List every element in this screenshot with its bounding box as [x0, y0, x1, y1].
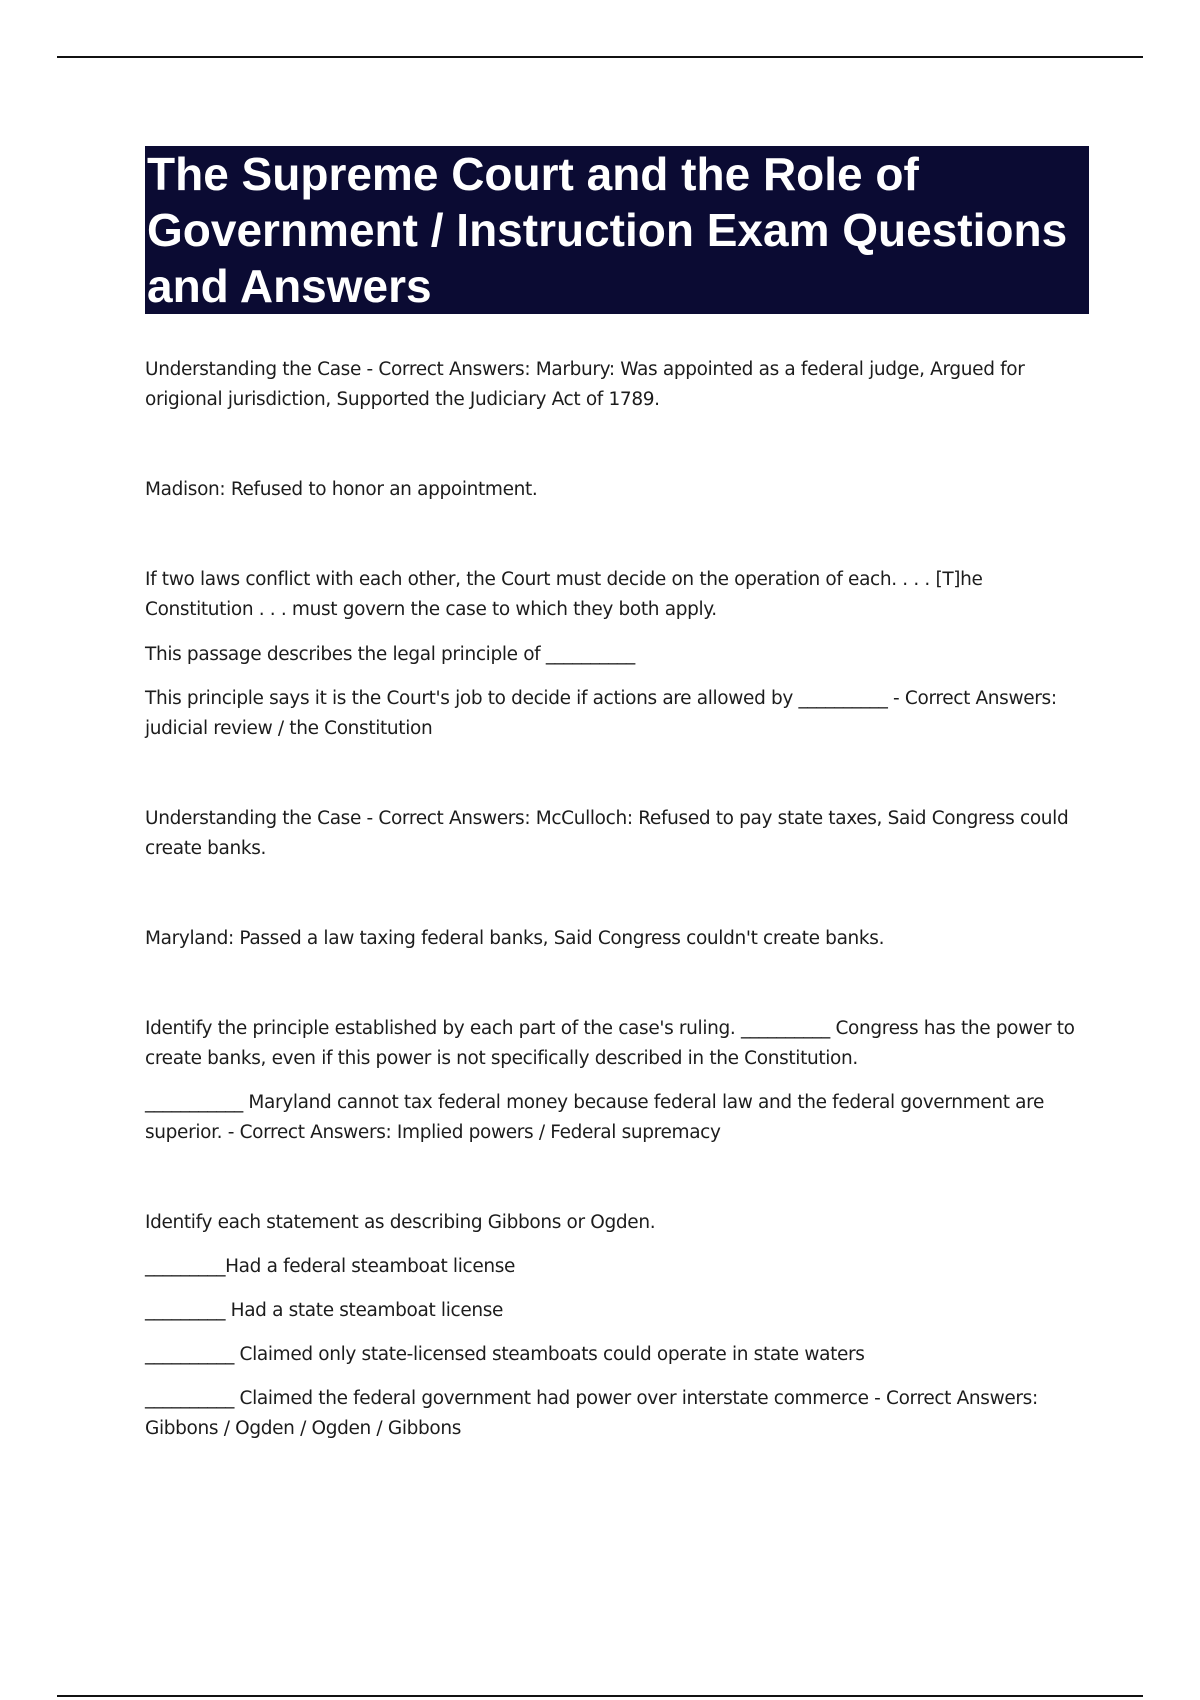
document-body	[145, 355, 1095, 1444]
paragraph-madison: Madison: Refused to honor an appointment.	[145, 479, 538, 500]
top-rule	[57, 56, 1143, 58]
paragraph-state-waters: __________ Claimed only state-licensed steamboats could operate in state waters	[145, 1344, 865, 1365]
paragraph-state-license: _________ Had a state steamboat license	[145, 1300, 504, 1321]
paragraph-laws-conflict: If two laws conflict with each other, the Court must decide on the operation of each. . . . [T]he Constitution . . . must govern the case to which they both apply.	[145, 569, 983, 620]
title-banner	[145, 146, 1089, 314]
paragraph-identify-principle: Identify the principle established by each part of the case's ruling. __________ Congress has the power to create banks, even if this power is not specifically described in the Constitution.	[145, 1018, 1075, 1069]
document-title: The Supreme Court and the Role of Government / Instruction Exam Questions and Answers	[147, 148, 1068, 312]
paragraph-gibbons-ogden-prompt: Identify each statement as describing Gibbons or Ogden.	[145, 1212, 656, 1233]
bottom-rule	[57, 1695, 1143, 1697]
paragraph-interstate-commerce-answer: __________ Claimed the federal government had power over interstate commerce - Correct Answers: Gibbons / Ogden / Ogden / Gibbons	[145, 1388, 1038, 1439]
paragraph-maryland: Maryland: Passed a law taxing federal banks, Said Congress couldn't create banks.	[145, 928, 885, 949]
paragraph-federal-license: _________Had a federal steamboat license	[145, 1256, 516, 1277]
paragraph-federal-supremacy-answer: ___________ Maryland cannot tax federal money because federal law and the federal government are superior. - Correct Answers: Implied powers / Federal supremacy	[145, 1092, 1045, 1143]
paragraph-marbury-case: Understanding the Case - Correct Answers: Marbury: Was appointed as a federal judge, Argued for origional jurisdiction, Supported the Judiciary Act of 1789.	[145, 359, 1025, 410]
paragraph-mcculloch-case: Understanding the Case - Correct Answers: McCulloch: Refused to pay state taxes, Said Congress could create banks.	[145, 808, 1069, 859]
paragraph-judicial-review-answer: This principle says it is the Court's job to decide if actions are allowed by __________ - Correct Answers: judicial review / the Constitution	[145, 688, 1057, 739]
paragraph-legal-principle: This passage describes the legal principle of __________	[145, 644, 635, 665]
